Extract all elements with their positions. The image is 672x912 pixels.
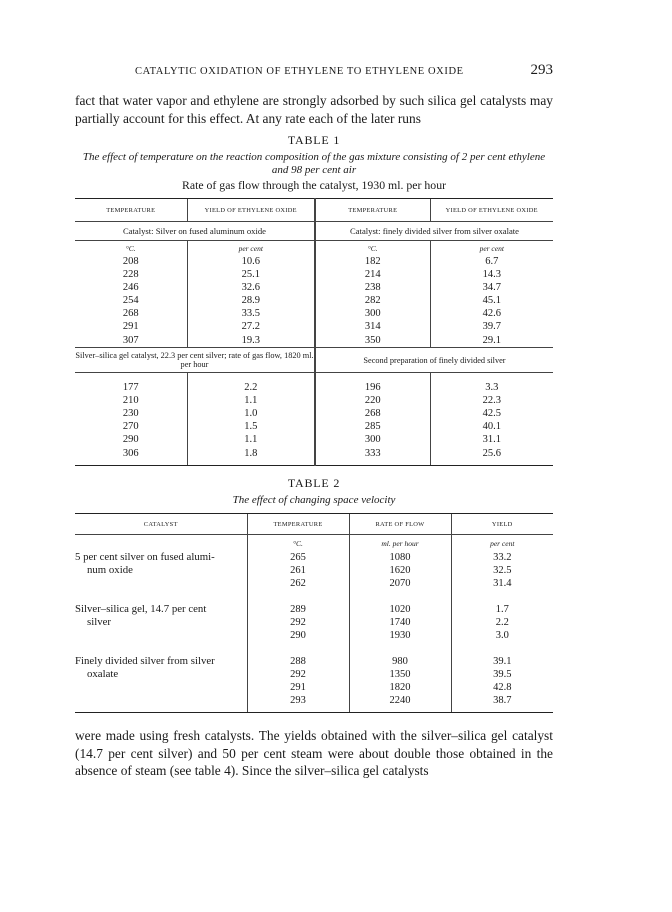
table-cell: 28.9 — [187, 294, 315, 307]
table-cell: 42.8 — [451, 681, 553, 694]
table-cell: 265 — [247, 551, 349, 564]
table-row — [75, 268, 553, 281]
table-cell: 208 — [122, 256, 139, 267]
table-cell: 254 — [122, 295, 139, 306]
table1-caption: The effect of temperature on the reaction composition of the gas mixture consisting of 2 per cent ethylene and 98 per cent air — [82, 151, 546, 176]
table-cell: 1930 — [349, 629, 451, 642]
table1-header-cell: TEMPERATURE — [75, 199, 187, 222]
table-cell: 1080 — [349, 551, 451, 564]
table-cell: 177 — [122, 382, 139, 393]
table-cell: 25.1 — [187, 268, 315, 281]
table-row — [75, 307, 553, 320]
table-cell: 32.6 — [187, 281, 315, 294]
table-cell: 2240 — [349, 694, 451, 707]
table2-unit: °C. — [247, 535, 349, 552]
table-cell: 3.0 — [451, 629, 553, 642]
table-cell: 290 — [247, 629, 349, 642]
table-row — [75, 420, 553, 433]
table1-unit: per cent — [430, 241, 553, 256]
table1-left-section2: Silver–silica gel catalyst, 22.3 per cent silver; rate of gas flow, 1820 ml. per hour — [75, 348, 315, 373]
table-cell: 268 — [315, 407, 430, 420]
table-cell: 306 — [122, 447, 139, 459]
table-cell: 1.1 — [187, 433, 315, 446]
table1-units-row — [75, 241, 553, 256]
table-row — [75, 446, 553, 460]
table-cell: 1620 — [349, 564, 451, 577]
table1-unit: per cent — [187, 241, 315, 256]
table-cell: 268 — [122, 308, 139, 319]
table-cell: 3.3 — [430, 381, 553, 394]
table-cell: 45.1 — [430, 294, 553, 307]
catalyst-line: 5 per cent silver on fused alumi- — [75, 551, 215, 563]
table2-header-cell: RATE OF FLOW — [349, 514, 451, 535]
table2-caption: The effect of changing space velocity — [232, 494, 396, 506]
table-cell: 230 — [122, 408, 139, 419]
table-cell: 19.3 — [187, 333, 315, 348]
table-cell: 307 — [122, 334, 139, 346]
table-cell: 31.1 — [430, 433, 553, 446]
table-cell: 10.6 — [187, 255, 315, 268]
page — [75, 60, 553, 780]
table-cell: 228 — [122, 269, 139, 280]
table-cell: 293 — [247, 694, 349, 707]
table2-catalyst-cell — [75, 603, 247, 642]
table-cell: 1.7 — [451, 603, 553, 616]
table-cell: 29.1 — [430, 333, 553, 348]
table-cell: 282 — [315, 294, 430, 307]
table2-unit: per cent — [451, 535, 553, 552]
table1 — [75, 198, 553, 466]
table-cell: 32.5 — [451, 564, 553, 577]
table-cell: 42.6 — [430, 307, 553, 320]
table-row — [75, 294, 553, 307]
table2-gap-row — [75, 590, 553, 603]
table-cell: 33.2 — [451, 551, 553, 564]
table-cell: 1.1 — [187, 394, 315, 407]
table2-header-cell: CATALYST — [75, 514, 247, 535]
table1-unit: °C. — [315, 241, 430, 256]
table-row — [75, 381, 553, 394]
table-cell: 1.5 — [187, 420, 315, 433]
table-row — [75, 281, 553, 294]
table1-gap-row — [75, 373, 553, 382]
table2-header-cell: TEMPERATURE — [247, 514, 349, 535]
table2-gap-row — [75, 642, 553, 655]
table-cell: 25.6 — [430, 446, 553, 460]
table2-unit — [75, 535, 247, 552]
table1-section2-body — [75, 381, 553, 460]
table-cell: 292 — [247, 616, 349, 629]
table1-left-catalyst: Catalyst: Silver on fused aluminum oxide — [75, 222, 315, 241]
table-row — [75, 655, 553, 668]
table-cell: 300 — [315, 307, 430, 320]
table2-body — [75, 551, 553, 707]
table1-right-section2: Second preparation of finely divided silver — [315, 348, 553, 373]
table2-catalyst-cell — [75, 551, 247, 590]
table-row — [75, 551, 553, 564]
page-number: 293 — [530, 62, 553, 78]
table-cell: 39.1 — [451, 655, 553, 668]
table-cell: 31.4 — [451, 577, 553, 590]
table-cell: 1740 — [349, 616, 451, 629]
table1-right-catalyst: Catalyst: finely divided silver from silver oxalate — [315, 222, 553, 241]
table-cell: 6.7 — [430, 255, 553, 268]
table2-label: TABLE 2 — [287, 476, 341, 490]
table-cell: 1020 — [349, 603, 451, 616]
table-cell: 1.0 — [187, 407, 315, 420]
table-cell: 290 — [122, 434, 139, 445]
table-cell: 291 — [247, 681, 349, 694]
table-cell: 1820 — [349, 681, 451, 694]
table-cell: 291 — [122, 321, 139, 332]
table-cell: 2.2 — [451, 616, 553, 629]
table2 — [75, 513, 553, 713]
table-cell: 288 — [247, 655, 349, 668]
table-cell: 182 — [315, 255, 430, 268]
table-cell: 39.7 — [430, 320, 553, 333]
intro-paragraph: fact that water vapor and ethylene are strongly adsorbed by such silica gel catalysts may partially account for this effect. At any rate each of the later runs — [75, 93, 553, 126]
table-cell: 350 — [315, 333, 430, 348]
closing-paragraph: were made using fresh catalysts. The yields obtained with the silver–silica gel catalyst (14.7 per cent silver) and 50 per cent steam were about double those obtained in the absence of steam (see table 4). Since the silver–silica gel catalysts — [75, 728, 553, 778]
catalyst-line: Silver–silica gel, 14.7 per cent — [75, 603, 207, 615]
table-cell: 1350 — [349, 668, 451, 681]
running-head — [75, 60, 553, 82]
table-cell: 42.5 — [430, 407, 553, 420]
table-cell: 262 — [247, 577, 349, 590]
table1-header-cell: TEMPERATURE — [315, 199, 430, 222]
table-row — [75, 407, 553, 420]
table-cell: 14.3 — [430, 268, 553, 281]
table-cell: 39.5 — [451, 668, 553, 681]
table2-bottom-rule — [75, 707, 553, 713]
table1-section1-body — [75, 255, 553, 348]
table2-header-row — [75, 514, 553, 535]
table-cell: 196 — [315, 381, 430, 394]
table-row — [75, 394, 553, 407]
table-cell: 33.5 — [187, 307, 315, 320]
table-row — [75, 433, 553, 446]
table-cell: 261 — [247, 564, 349, 577]
catalyst-line: num oxide — [87, 564, 133, 576]
table1-bottom-rule — [75, 460, 553, 466]
table-cell: 238 — [315, 281, 430, 294]
table1-header-cell: YIELD OF ETHYLENE OXIDE — [187, 199, 315, 222]
running-head-title: CATALYTIC OXIDATION OF ETHYLENE TO ETHYLENE OXIDE — [135, 66, 464, 77]
table2-units-row — [75, 535, 553, 552]
table1-label: TABLE 1 — [287, 133, 341, 147]
table-cell: 980 — [349, 655, 451, 668]
table-cell: 292 — [247, 668, 349, 681]
table-cell: 214 — [315, 268, 430, 281]
table-row — [75, 333, 553, 348]
table-cell: 285 — [315, 420, 430, 433]
table-row — [75, 603, 553, 616]
table-cell: 333 — [315, 446, 430, 460]
table-cell: 40.1 — [430, 420, 553, 433]
table2-unit: ml. per hour — [349, 535, 451, 552]
table1-catalyst-row — [75, 222, 553, 241]
table-cell: 2.2 — [187, 381, 315, 394]
table1-header-cell: YIELD OF ETHYLENE OXIDE — [430, 199, 553, 222]
table1-section2-header — [75, 348, 553, 373]
table-row — [75, 320, 553, 333]
catalyst-line: oxalate — [87, 668, 119, 680]
table-cell: 270 — [122, 421, 139, 432]
table-cell: 210 — [122, 395, 139, 406]
table2-header-cell: YIELD — [451, 514, 553, 535]
catalyst-line: silver — [87, 616, 111, 628]
catalyst-line: Finely divided silver from silver — [75, 655, 215, 667]
table1-unit: °C. — [125, 243, 136, 253]
table-cell: 34.7 — [430, 281, 553, 294]
table-cell: 300 — [315, 433, 430, 446]
table-row — [75, 255, 553, 268]
table-cell: 22.3 — [430, 394, 553, 407]
table1-header-row — [75, 199, 553, 222]
table-cell: 246 — [122, 282, 139, 293]
table1-subcaption: Rate of gas flow through the catalyst, 1930 ml. per hour — [181, 178, 447, 192]
table-cell: 27.2 — [187, 320, 315, 333]
table2-catalyst-cell — [75, 655, 247, 707]
table-cell: 314 — [315, 320, 430, 333]
table-cell: 220 — [315, 394, 430, 407]
table-cell: 38.7 — [451, 694, 553, 707]
table-cell: 2070 — [349, 577, 451, 590]
table-cell: 289 — [247, 603, 349, 616]
table-cell: 1.8 — [187, 446, 315, 460]
